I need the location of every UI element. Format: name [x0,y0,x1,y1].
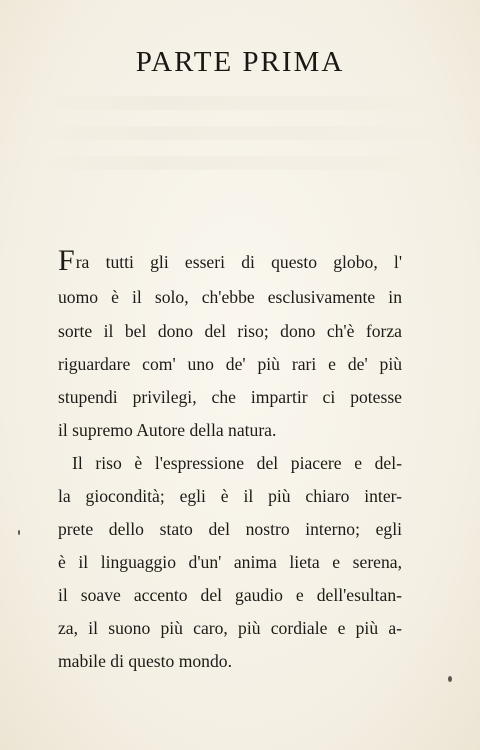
text-line-1 [58,244,402,277]
text-line-2: uomo è il solo, ch'ebbe esclusivamente in [58,287,402,307]
chapter-title: PARTE PRIMA [135,46,345,78]
text-line-5: stupendi privilegi, che impartir ci potesse [58,387,402,407]
text-line-11: il soave accento del gaudio e dell'esultan- [58,585,402,605]
text-line-12: za, il suono più caro, più cordiale e più a- [58,618,402,638]
text-line-1-body: ra tutti gli esseri di questo globo, l' [75,252,402,272]
text-line-4: riguardare com' uno de' più rari e de' più [58,354,402,374]
drop-cap: F [58,244,75,277]
paper-speck [18,530,20,535]
text-line-8: la giocondità; egli è il più chiaro inter- [58,486,402,506]
text-line-3: sorte il bel dono del riso; dono ch'è forza [58,321,402,341]
show-through-ink [40,126,440,140]
text-line-13: mabile di questo mondo. [58,651,232,671]
text-line-6: il supremo Autore della natura. [58,420,277,440]
text-line-7: Il riso è l'espressione del piacere e del- [72,453,402,473]
show-through-ink [40,96,440,110]
show-through-ink [40,156,440,170]
text-line-9: prete dello stato del nostro interno; egli [58,519,402,539]
text-line-10: è il linguaggio d'un' anima lieta e serena, [58,552,402,572]
paper-speck [448,676,452,682]
